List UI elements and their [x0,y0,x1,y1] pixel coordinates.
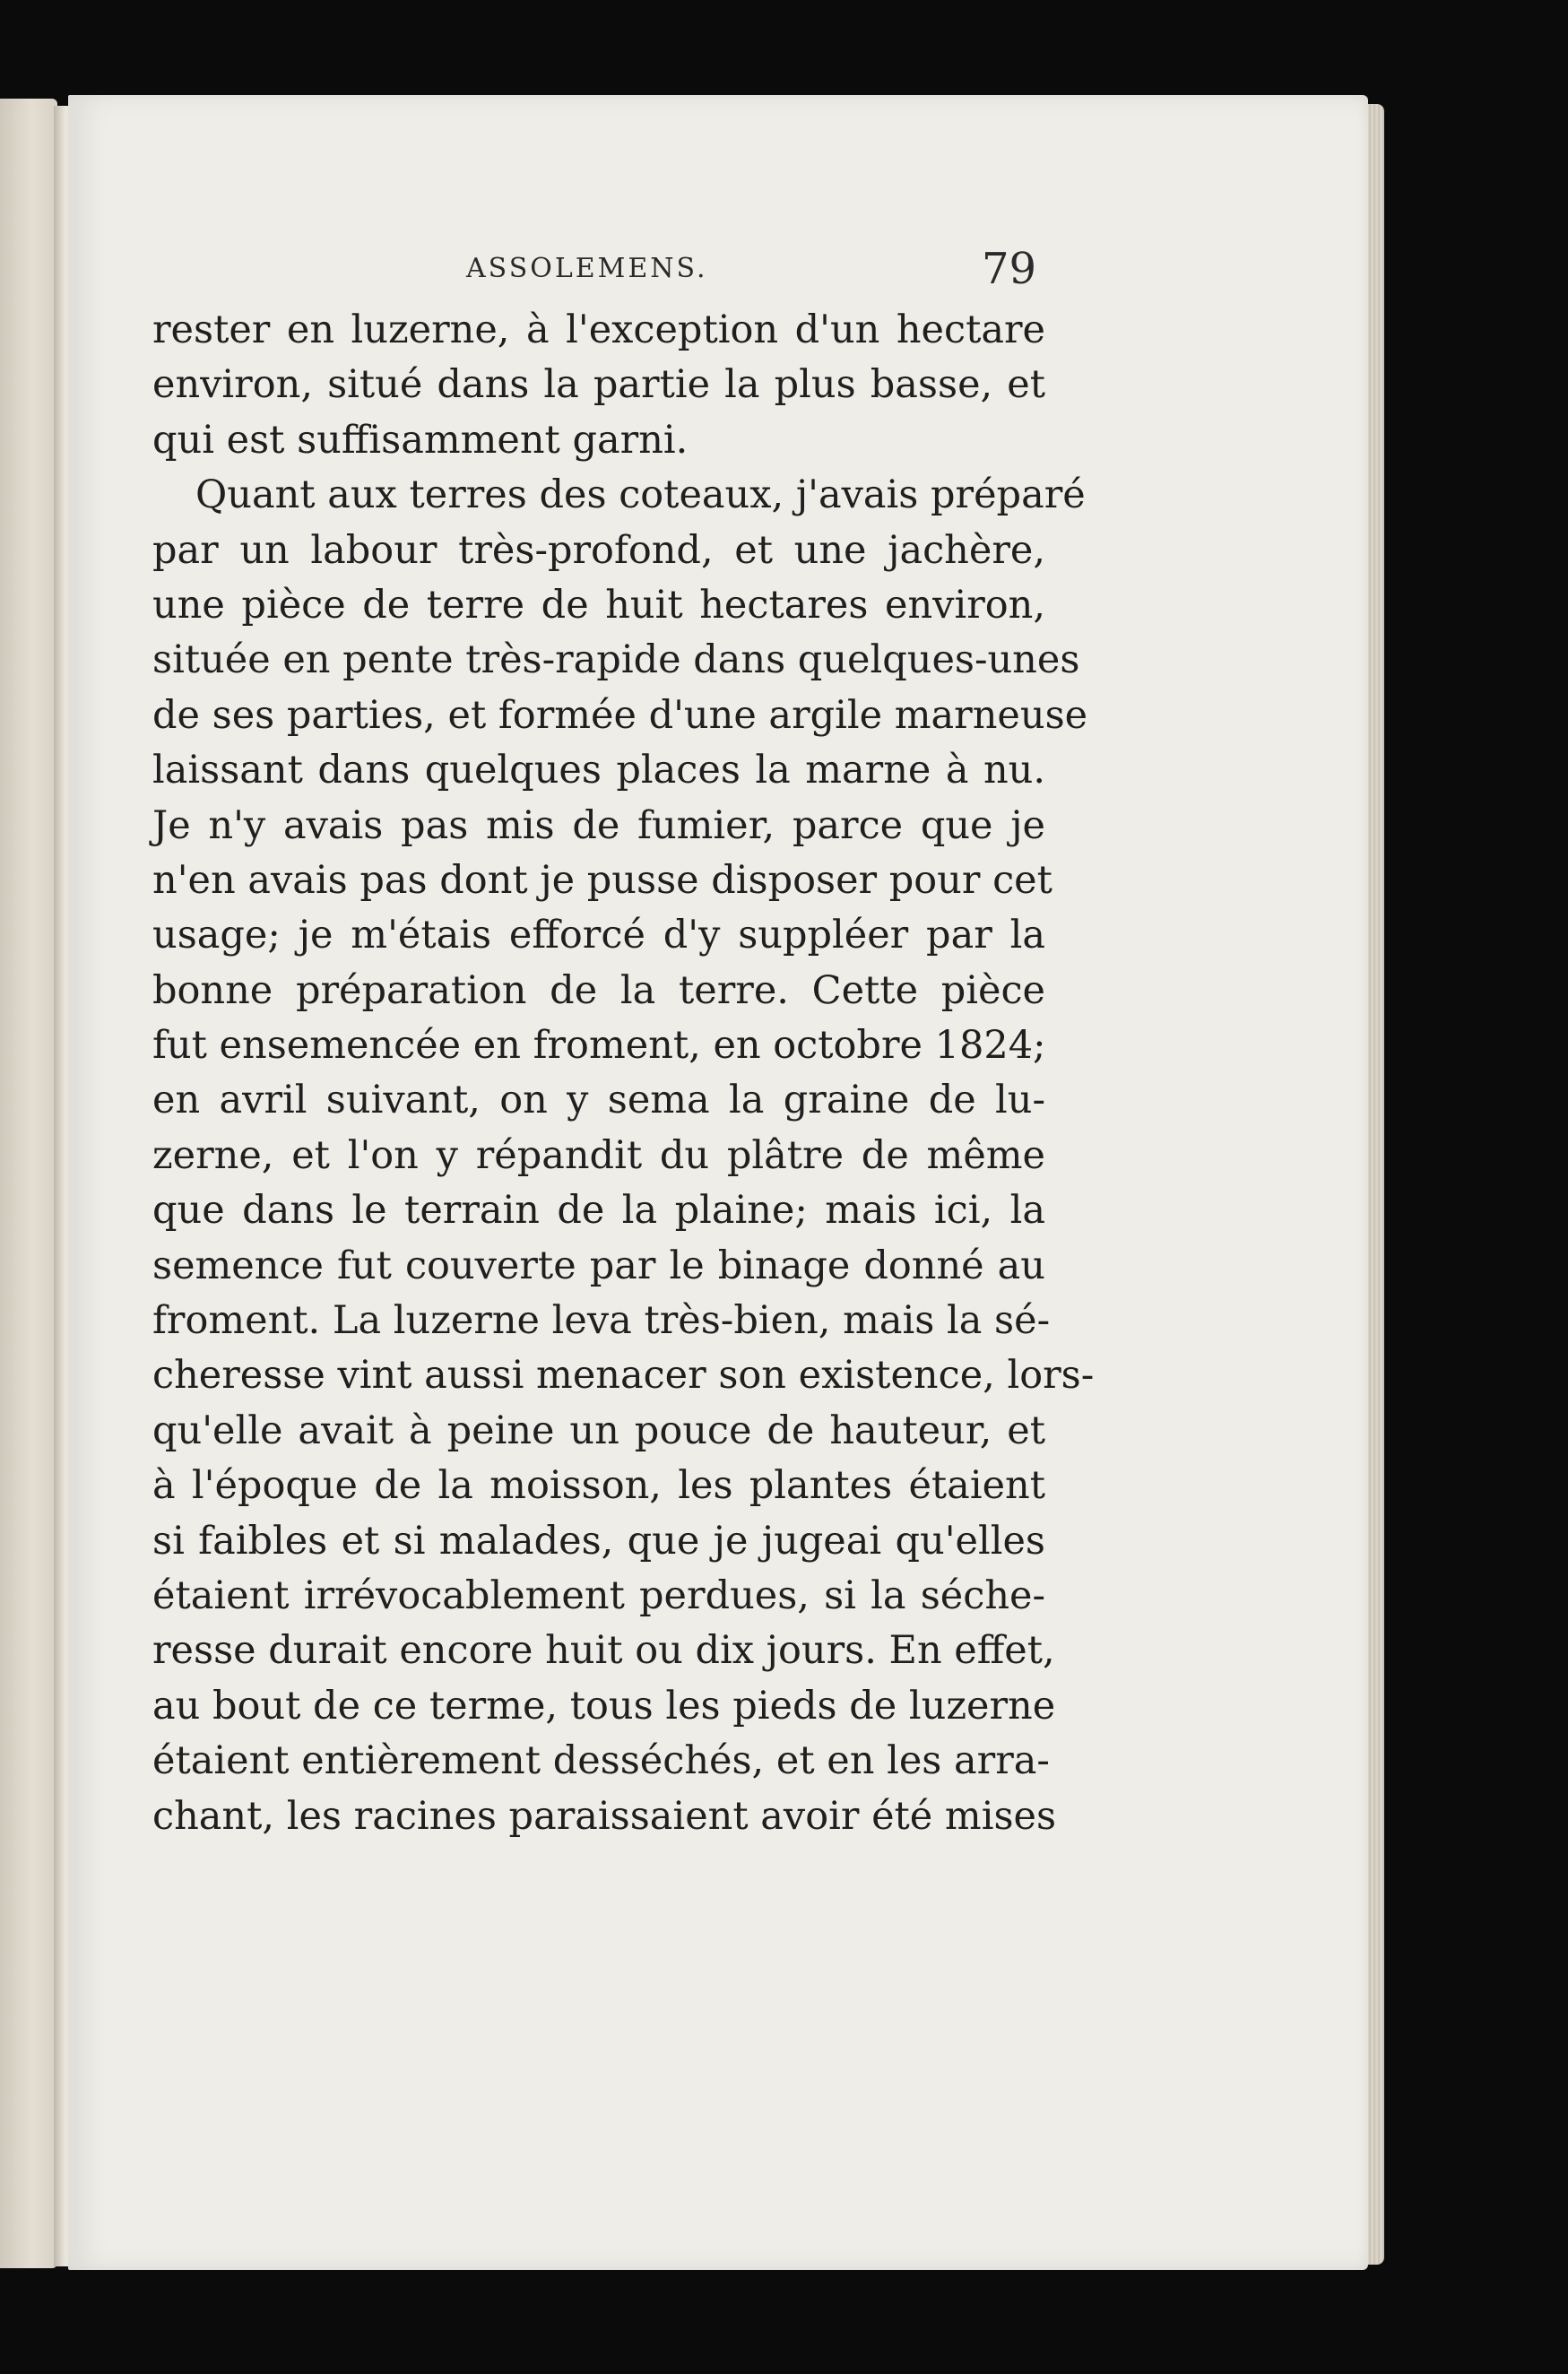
text-line: chant, les racines paraissaient avoir été mises [152,1793,1057,1839]
text-line: fut ensemencée en froment, en octobre 1824; [152,1023,1046,1069]
text-line: étaient entièrement desséchés, et en les arra- [152,1738,1050,1784]
text-line: Je n'y avais pas mis de fumier, parce que je [152,802,1045,848]
text-line: usage; je m'étais efforcé d'y suppléer par la [152,913,1045,958]
text-line: zerne, et l'on y répandit du plâtre de même [152,1132,1045,1178]
text-line: laissant dans quelques places la marne à nu. [152,748,1045,793]
running-head: ASSOLEMENS. [466,253,708,284]
text-line: Quant aux terres des coteaux, j'avais préparé [195,472,1086,518]
text-line: qui est suffisamment garni. [152,417,689,463]
text-line: resse durait encore huit ou dix jours. En effet, [152,1628,1055,1674]
text-line: froment. La luzerne leva très-bien, mais la sé- [152,1298,1051,1344]
text-line: qu'elle avait à peine un pouce de hauteur, et [152,1408,1045,1453]
text-line: située en pente très-rapide dans quelques-unes [152,637,1080,683]
page-number: 79 [982,244,1037,294]
text-line: que dans le terrain de la plaine; mais ici, la [152,1188,1045,1234]
text-line: bonne préparation de la terre. Cette pièce [152,967,1045,1013]
text-line: rester en luzerne, à l'exception d'un hectare [152,308,1045,352]
text-line: à l'époque de la moisson, les plantes étaient [152,1463,1045,1509]
text-line: par un labour très-profond, et une jachère, [152,527,1045,573]
text-line: n'en avais pas dont je pusse disposer pour cet [152,857,1053,903]
body-text [152,303,1095,1844]
text-line: cheresse vint aussi menacer son existence, lors- [152,1353,1095,1399]
text-line: si faibles et si malades, que je jugeai qu'elles [152,1518,1045,1564]
text-line: étaient irrévocablement perdues, si la séche- [152,1573,1045,1618]
text-line: au bout de ce terme, tous les pieds de luzerne [152,1683,1056,1729]
text-line: une pièce de terre de huit hectares environ, [152,582,1045,628]
text-line: de ses parties, et formée d'une argile marneuse [152,692,1088,738]
text-line: semence fut couverte par le binage donné au [152,1243,1045,1288]
text-line: en avril suivant, on y sema la graine de lu- [152,1078,1045,1123]
text-line: environ, situé dans la partie la plus basse, et [152,362,1045,408]
facing-page-edge [0,99,57,2268]
